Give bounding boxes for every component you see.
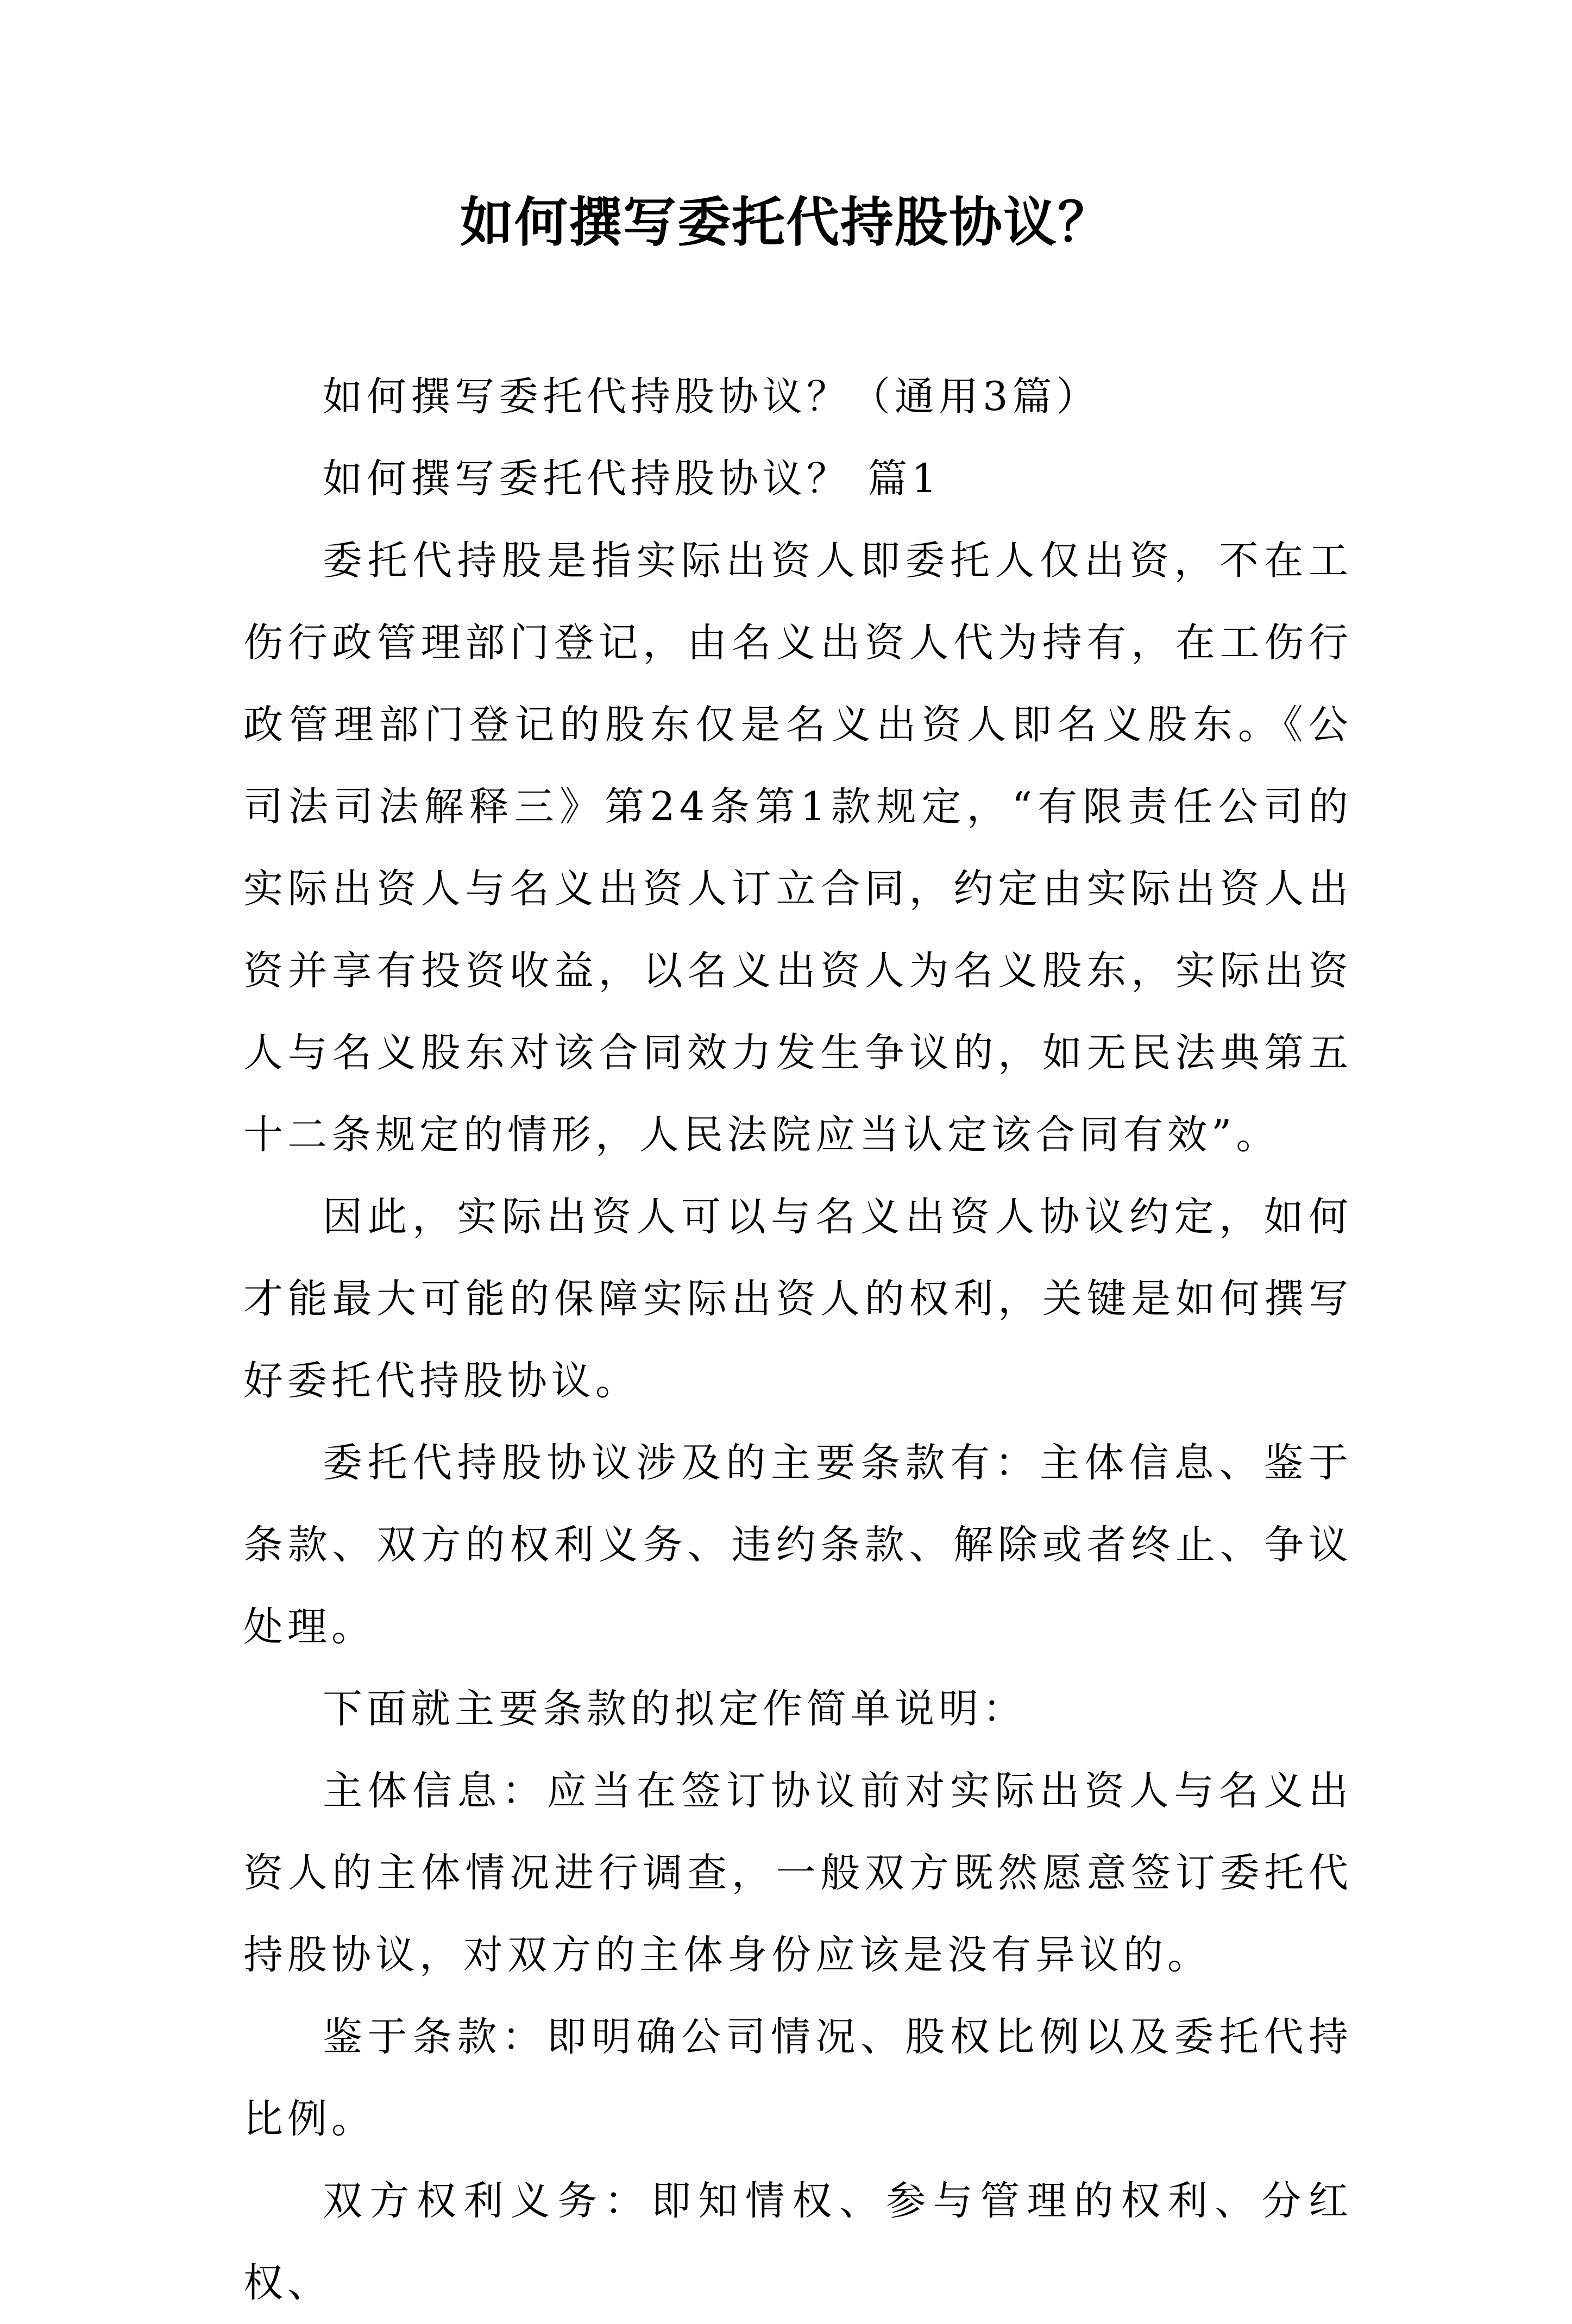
document-title: 如何撰写委托代持股协议？ [460, 191, 1112, 254]
paragraph-explanation-intro: 下面就主要条款的拟定作简单说明： [323, 1686, 1027, 1732]
paragraph-whereas-clause: 鉴于条款：即明确公司情况、股权比例以及委托代持比例。 [243, 2014, 1353, 2142]
paragraph-subtitle: 如何撰写委托代持股协议？（通用3篇） [323, 374, 1101, 420]
paragraph-definition: 委托代持股是指实际出资人即委托人仅出资，不在工伤行政管理部门登记，由名义出资人代为持有，在工伤行政管理部门登记的股东仅是名义出资人即名义股东。《公司法司法解释三》第24条第1款规定，“有限责任公司的实际出资人与名义出资人订立合同，约定由实际出资人出资并享有投资收益，以名义出资人为名义股东，实际出资人与名义股东对该合同效力发生争议的，如无民法典第五十二条规定的情形，人民法院应当认定该合同有效”。 [243, 538, 1353, 1158]
paragraph-therefore: 因此，实际出资人可以与名义出资人协议约定，如何才能最大可能的保障实际出资人的权利，关键是如何撰写好委托代持股协议。 [243, 1194, 1353, 1404]
paragraph-main-clauses: 委托代持股协议涉及的主要条款有：主体信息、鉴于条款、双方的权利义务、违约条款、解除或者终止、争议处理。 [243, 1440, 1353, 1650]
paragraph-section-heading: 如何撰写委托代持股协议？ 篇1 [323, 456, 941, 502]
paragraph-rights-obligations: 双方权利义务：即知情权、参与管理的权利、分红权、 [243, 2178, 1353, 2306]
paragraph-subject-info: 主体信息：应当在签订协议前对实际出资人与名义出资人的主体情况进行调查，一般双方既然愿意签订委托代持股协议，对双方的主体身份应该是没有异议的。 [243, 1768, 1353, 1978]
document-body [243, 356, 1353, 2324]
